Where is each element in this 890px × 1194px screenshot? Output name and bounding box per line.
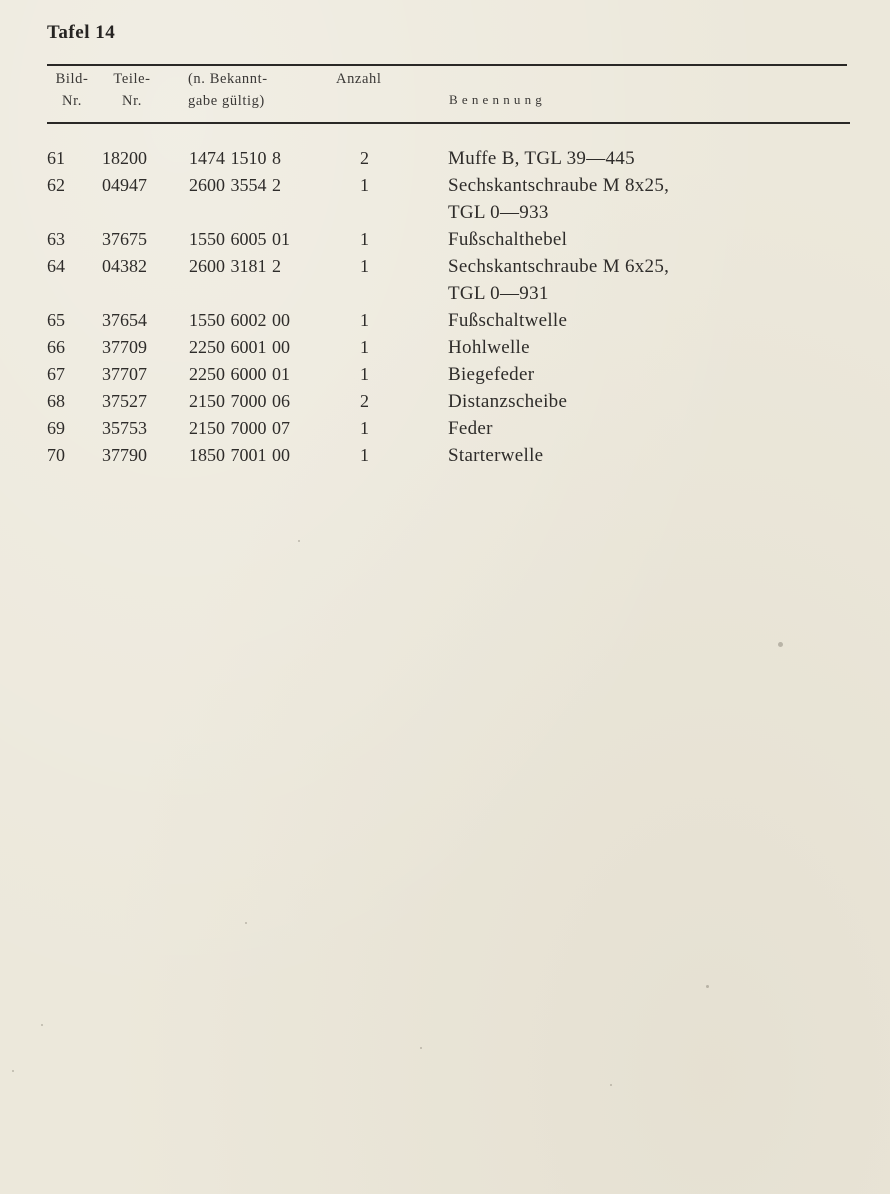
benennung-line: Distanzscheibe [448, 391, 568, 412]
cell-teile-nr: 37707 [102, 364, 147, 384]
cell-teile-nr: 37654 [102, 310, 147, 330]
cell-bekanntgabe: 2600 3554 2 [189, 175, 281, 195]
cell-bekanntgabe: 1850 7001 00 [189, 445, 290, 465]
cell-bild-nr: 69 [47, 418, 65, 438]
table-row [0, 388, 890, 415]
benennung-line: TGL 0—933 [448, 202, 549, 223]
table-row [0, 172, 890, 226]
cell-anzahl: 1 [360, 229, 369, 249]
cell-bild-nr: 62 [47, 175, 65, 195]
parts-table-body [0, 145, 890, 469]
column-header-line: gabe gültig) [188, 93, 265, 109]
benennung-line: Sechskantschraube M 6x25, [448, 256, 670, 277]
cell-bild-nr: 70 [47, 445, 65, 465]
cell-anzahl: 2 [360, 148, 369, 168]
cell-anzahl: 1 [360, 175, 369, 195]
column-header-anzahl: Anzahl [336, 71, 382, 87]
cell-bekanntgabe: 1550 6002 00 [189, 310, 290, 330]
cell-benennung [448, 145, 635, 172]
benennung-line: Sechskantschraube M 8x25, [448, 175, 670, 196]
cell-anzahl: 1 [360, 310, 369, 330]
table-row [0, 226, 890, 253]
cell-anzahl: 1 [360, 256, 369, 276]
cell-benennung [448, 253, 669, 307]
cell-teile-nr: 37675 [102, 229, 147, 249]
cell-benennung [448, 415, 493, 442]
benennung-line: Muffe B, TGL 39—445 [448, 148, 635, 169]
cell-teile-nr: 37709 [102, 337, 147, 357]
cell-anzahl: 1 [360, 364, 369, 384]
cell-bekanntgabe: 1550 6005 01 [189, 229, 290, 249]
cell-bekanntgabe: 2250 6001 00 [189, 337, 290, 357]
benennung-line: Feder [448, 418, 493, 439]
cell-anzahl: 2 [360, 391, 369, 411]
paper-speck [778, 642, 783, 647]
column-header-line: Bild- [55, 71, 89, 87]
cell-bild-nr: 67 [47, 364, 65, 384]
cell-benennung [448, 226, 567, 253]
paper-speck [245, 922, 247, 924]
cell-benennung [448, 172, 669, 226]
table-row [0, 361, 890, 388]
cell-benennung [448, 307, 567, 334]
cell-bild-nr: 66 [47, 337, 65, 357]
header-top-rule [47, 64, 847, 66]
cell-bekanntgabe: 2600 3181 2 [189, 256, 281, 276]
cell-bekanntgabe: 1474 1510 8 [189, 148, 281, 168]
column-header-bekanntgabe [188, 68, 268, 112]
cell-bild-nr: 64 [47, 256, 65, 276]
cell-bekanntgabe: 2150 7000 06 [189, 391, 290, 411]
header-bottom-rule [47, 122, 850, 124]
column-header-line: Nr. [62, 93, 82, 109]
cell-teile-nr: 37790 [102, 445, 147, 465]
cell-teile-nr: 35753 [102, 418, 147, 438]
cell-bild-nr: 63 [47, 229, 65, 249]
table-row [0, 334, 890, 361]
cell-benennung [448, 361, 534, 388]
table-row [0, 145, 890, 172]
cell-anzahl: 1 [360, 337, 369, 357]
paper-speck [610, 1084, 612, 1086]
table-row [0, 442, 890, 469]
cell-bekanntgabe: 2250 6000 01 [189, 364, 290, 384]
page-title: Tafel 14 [47, 22, 116, 43]
paper-speck [420, 1047, 422, 1049]
benennung-line: Starterwelle [448, 445, 544, 466]
column-header-line: Nr. [122, 93, 142, 109]
cell-benennung [448, 442, 543, 469]
column-header-teile-nr [104, 68, 160, 112]
column-header-bild-nr [48, 68, 96, 112]
benennung-line: TGL 0—931 [448, 283, 549, 304]
table-row [0, 415, 890, 442]
benennung-line: Biegefeder [448, 364, 535, 385]
paper-speck [298, 540, 300, 542]
paper-speck [12, 1070, 14, 1072]
benennung-line: Fußschaltwelle [448, 310, 568, 331]
benennung-line: Hohlwelle [448, 337, 530, 358]
table-row [0, 253, 890, 307]
cell-teile-nr: 04947 [102, 175, 147, 195]
cell-bild-nr: 65 [47, 310, 65, 330]
cell-benennung [448, 334, 530, 361]
table-row [0, 307, 890, 334]
cell-bild-nr: 61 [47, 148, 65, 168]
cell-bekanntgabe: 2150 7000 07 [189, 418, 290, 438]
cell-anzahl: 1 [360, 445, 369, 465]
cell-teile-nr: 04382 [102, 256, 147, 276]
benennung-line: Fußschalthebel [448, 229, 568, 250]
paper-speck [41, 1024, 43, 1026]
paper-speck [706, 985, 709, 988]
column-header-line: Teile- [113, 71, 151, 87]
cell-bild-nr: 68 [47, 391, 65, 411]
cell-anzahl: 1 [360, 418, 369, 438]
cell-benennung [448, 388, 567, 415]
column-header-line: (n. Bekannt- [188, 71, 268, 87]
cell-teile-nr: 18200 [102, 148, 147, 168]
column-header-benennung: Benennung [449, 92, 547, 107]
cell-teile-nr: 37527 [102, 391, 147, 411]
